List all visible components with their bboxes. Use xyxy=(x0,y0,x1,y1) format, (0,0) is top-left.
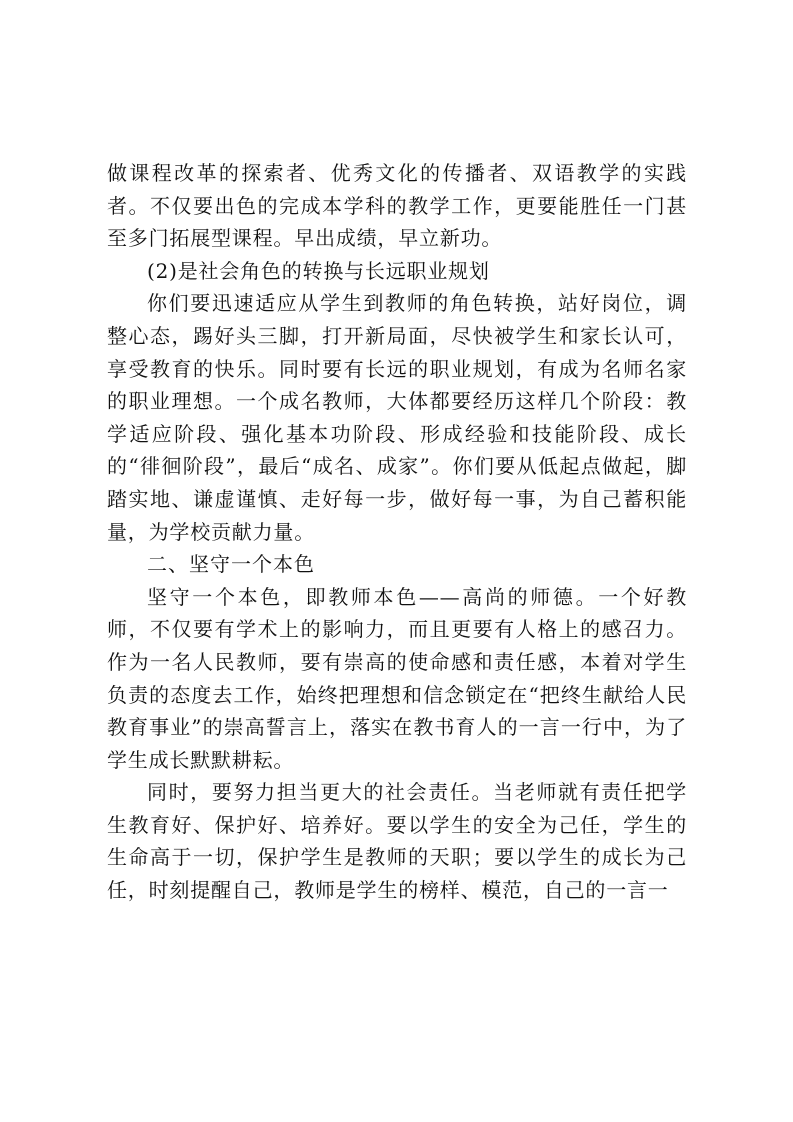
section-heading: 二、坚守一个本色 xyxy=(147,552,315,577)
body-paragraph: 你们要迅速适应从学生到教师的角色转换，站好岗位，调整心态，踢好头三脚，打开新局面，尽快被学生和家长认可，享受教育的快乐。同时要有长远的职业规划，有成为名师名家的职业理想。一个成名教师，大体都要经历这样几个阶段：教学适应阶段、强化基本功阶段、形成经验和技能阶段、成长的“徘徊阶段”，最后“成名、成家”。你们要从低起点做起，脚踏实地、谦虚谨慎、走好每一步，做好每一事，为自己蓄积能量，为学校贡献力量。 xyxy=(107,291,687,544)
body-paragraph: 同时，要努力担当更大的社会责任。当老师就有责任把学生教育好、保护好、培养好。要以学生的安全为己任，学生的生命高于一切，保护学生是教师的天职；要以学生的成长为己任，时刻提醒自己，教师是学生的榜样、模范，自己的一言一 xyxy=(107,780,687,903)
document-body xyxy=(107,157,687,907)
continuation-paragraph: 做课程改革的探索者、优秀文化的传播者、双语教学的实践者。不仅要出色的完成本学科的教学工作，更要能胜任一门甚至多门拓展型课程。早出成绩，早立新功。 xyxy=(107,161,687,251)
body-paragraph: 坚守一个本色，即教师本色——高尚的师德。一个好教师，不仅要有学术上的影响力，而且更要有人格上的感召力。作为一名人民教师，要有崇高的使命感和责任感，本着对学生负责的态度去工作，始终把理想和信念锁定在“把终生献给人民教育事业”的崇高誓言上，落实在教书育人的一言一行中，为了学生成长默默耕耘。 xyxy=(107,584,687,772)
section-subheading: (2)是社会角色的转换与长远职业规划 xyxy=(147,258,490,283)
